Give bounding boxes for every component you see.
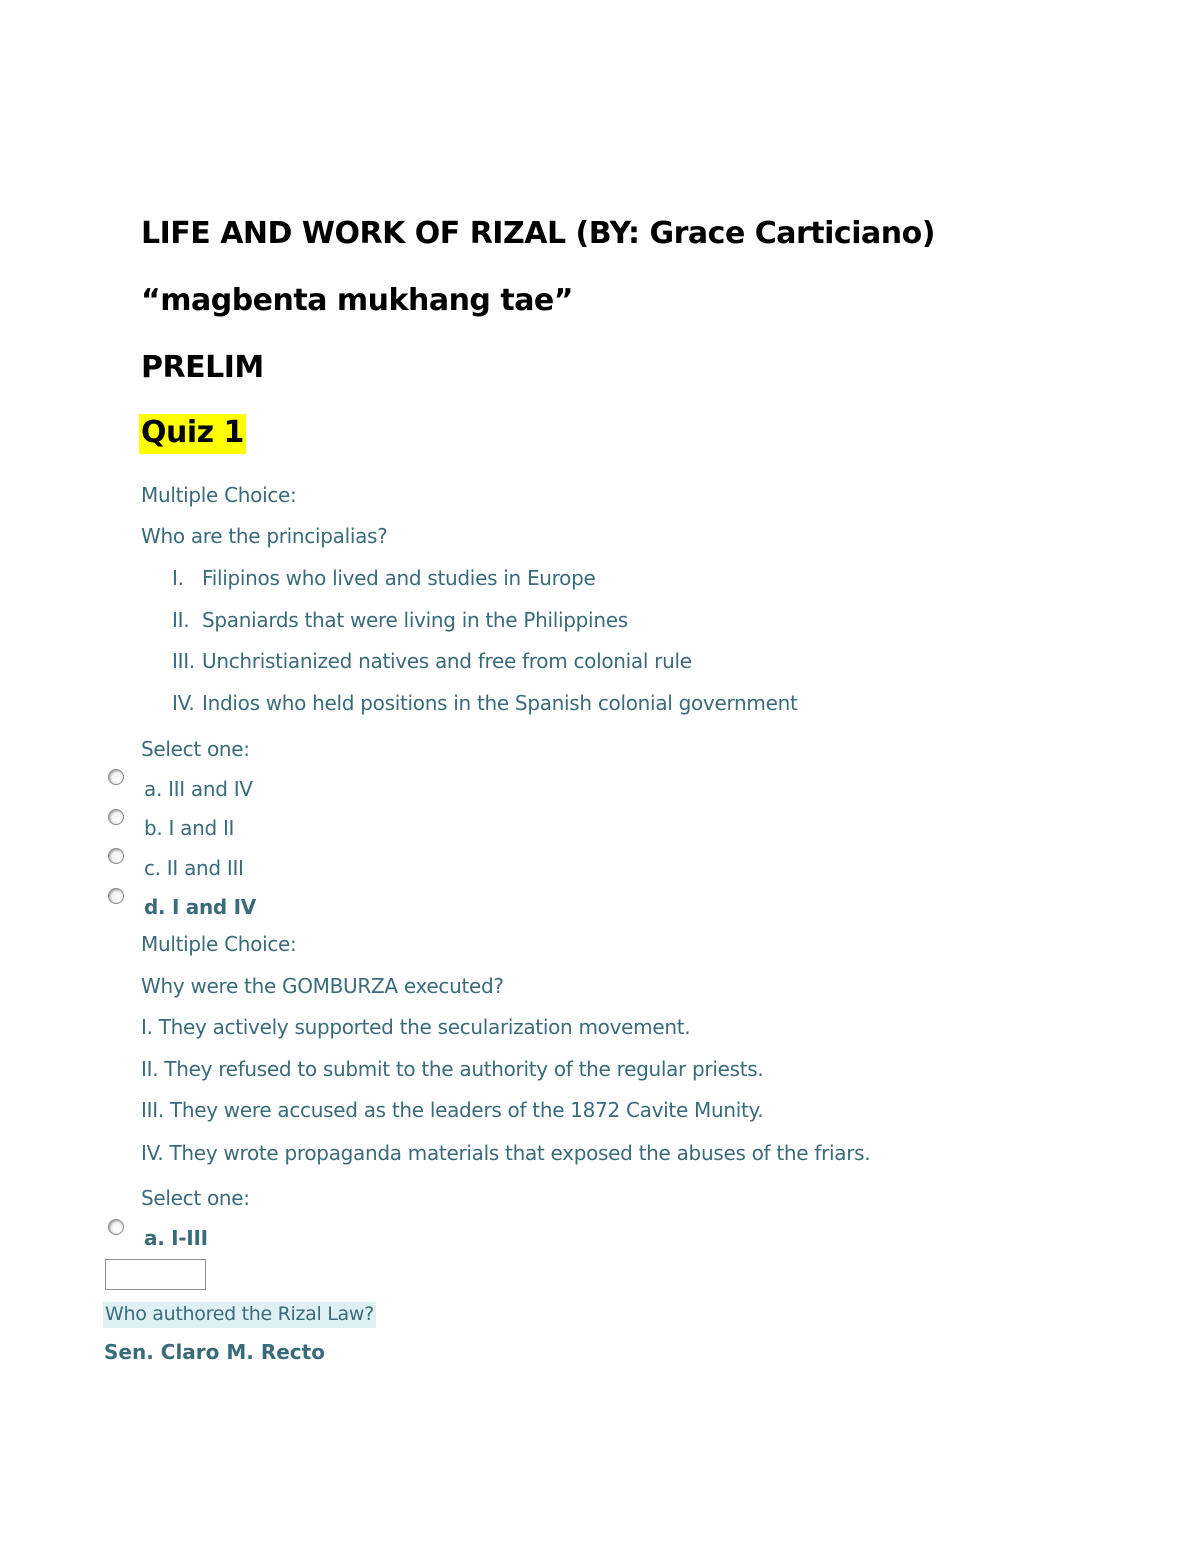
quiz-title: Quiz 1 (139, 414, 246, 454)
document-subtitle: “magbenta mukhang tae” (141, 283, 573, 318)
q1-option-c[interactable]: c. II and III (144, 856, 244, 880)
q2-statement: III. They were accused as the leaders of the 1872 Cavite Munity. (141, 1098, 764, 1122)
document-title: LIFE AND WORK OF RIZAL (BY: Grace Carticiano) (141, 216, 935, 251)
q1-prompt: Who are the principalias? (141, 524, 388, 548)
radio-option-a[interactable] (108, 769, 124, 785)
statement-number: I. (172, 566, 184, 590)
radio-option-d[interactable] (108, 888, 124, 904)
radio-option-c[interactable] (108, 848, 124, 864)
q2-option-a[interactable]: a. I-III (144, 1226, 208, 1250)
q3-answer: Sen. Claro M. Recto (104, 1340, 325, 1364)
q2-statement: I. They actively supported the secularization movement. (141, 1015, 691, 1039)
statement-text: Filipinos who lived and studies in Europe (202, 566, 596, 590)
radio-option-a[interactable] (108, 1219, 124, 1235)
q1-select-label: Select one: (141, 737, 250, 761)
statement-text: Indios who held positions in the Spanish colonial government (202, 691, 798, 715)
q1-statement (172, 568, 595, 588)
q2-type: Multiple Choice: (141, 932, 297, 956)
answer-input-box[interactable] (105, 1259, 206, 1290)
statement-number: II. (172, 608, 190, 632)
q1-statement (172, 693, 798, 713)
q2-statement: IV. They wrote propaganda materials that exposed the abuses of the friars. (141, 1141, 871, 1165)
q2-select-label: Select one: (141, 1186, 250, 1210)
q1-option-d[interactable]: d. I and IV (144, 895, 256, 919)
q1-option-b[interactable]: b. I and II (144, 816, 235, 840)
radio-option-b[interactable] (108, 809, 124, 825)
q1-statement (172, 651, 692, 671)
q2-statement: II. They refused to submit to the authority of the regular priests. (141, 1057, 764, 1081)
statement-number: IV. (172, 691, 195, 715)
q1-type: Multiple Choice: (141, 483, 297, 507)
statement-text: Unchristianized natives and free from colonial rule (202, 649, 692, 673)
q2-prompt: Why were the GOMBURZA executed? (141, 974, 504, 998)
statement-text: Spaniards that were living in the Philippines (202, 608, 628, 632)
q1-option-a[interactable]: a. III and IV (144, 777, 253, 801)
q1-statement (172, 610, 628, 630)
statement-number: III. (172, 649, 195, 673)
term-heading: PRELIM (141, 350, 264, 385)
q3-prompt: Who authored the Rizal Law? (103, 1302, 376, 1328)
